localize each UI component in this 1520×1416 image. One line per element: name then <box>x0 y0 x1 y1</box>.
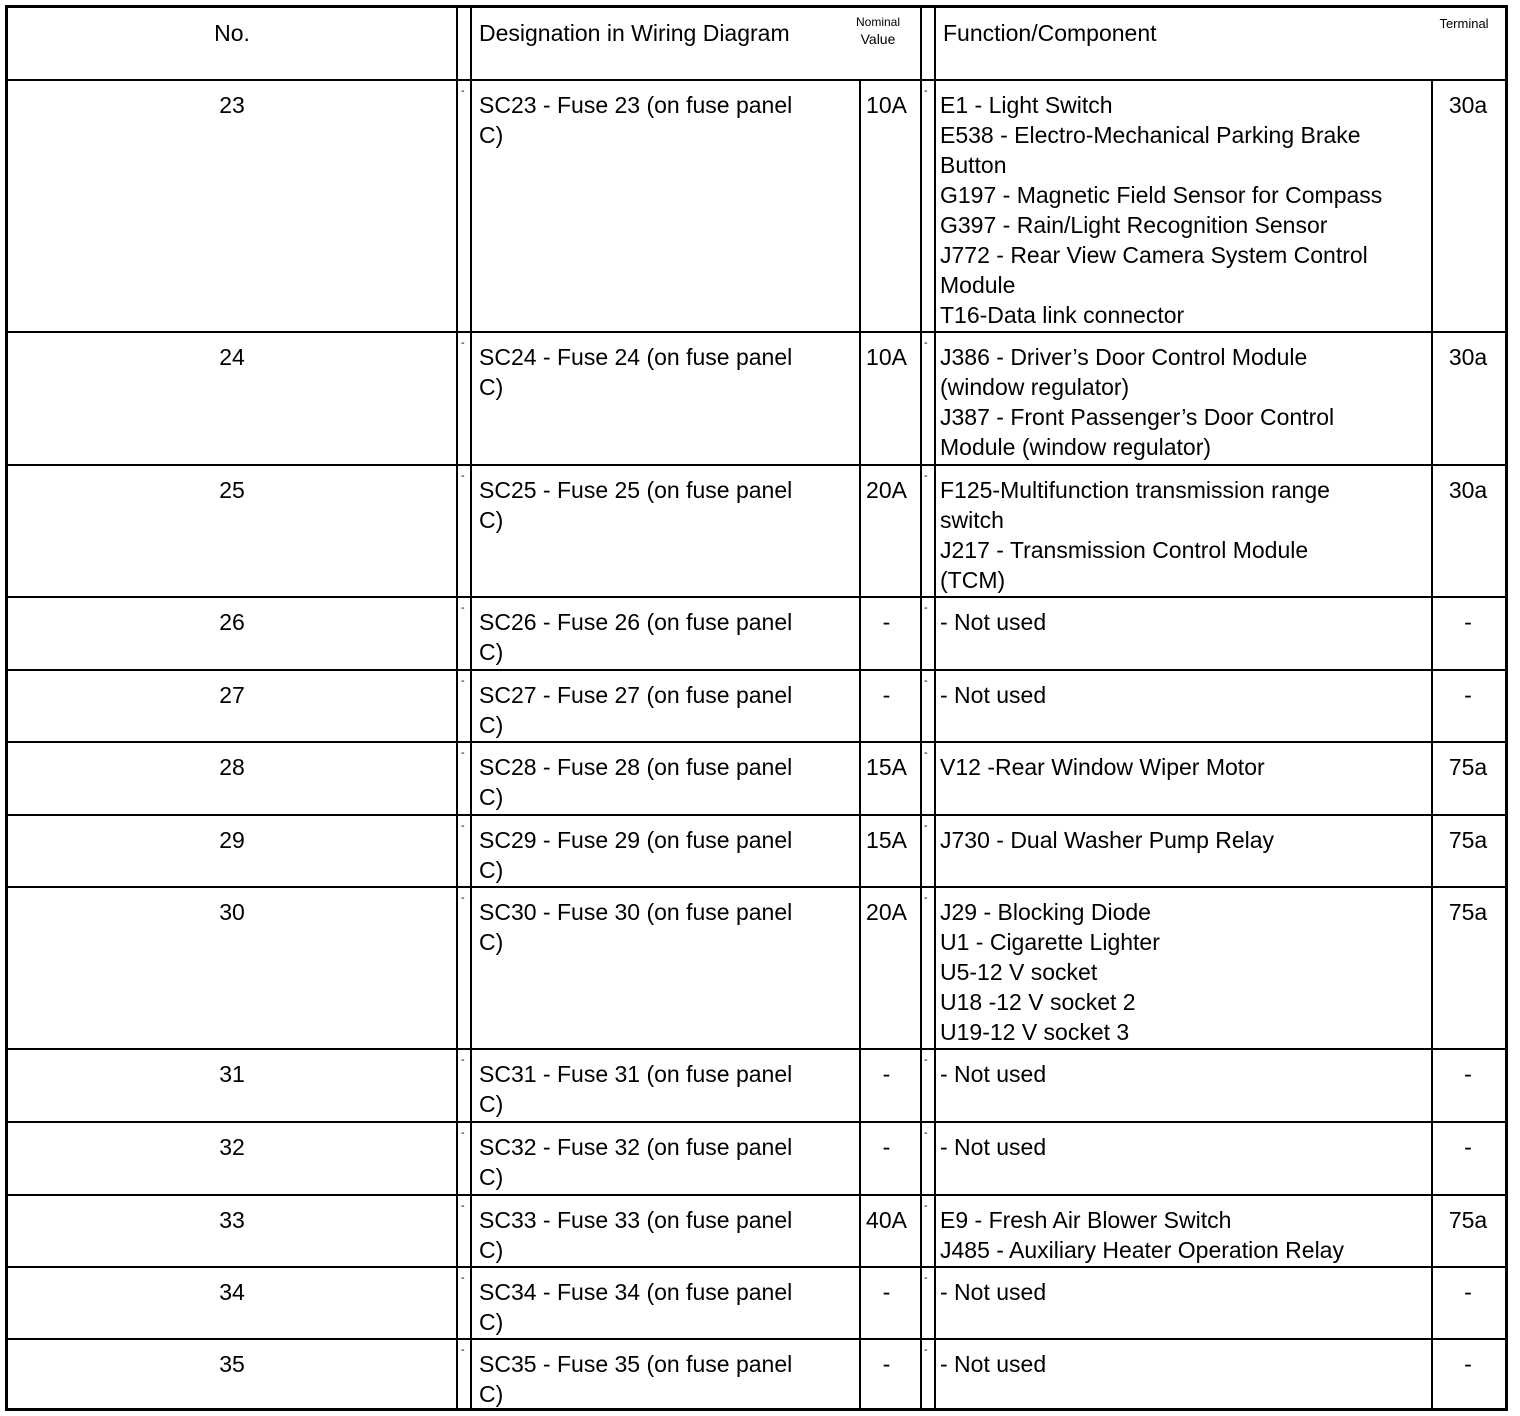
designation-line: C) <box>479 1164 504 1190</box>
designation-line: C) <box>479 1309 504 1335</box>
designation-line: SC32 - Fuse 32 (on fuse panel <box>479 1134 793 1160</box>
terminal: - <box>1464 609 1472 635</box>
nominal-value: - <box>882 1351 891 1377</box>
table-row <box>8 466 1505 596</box>
column-divider <box>470 743 472 814</box>
column-divider <box>470 333 472 464</box>
component-line: (window regulator) <box>940 374 1130 400</box>
gap-mark: - <box>461 1344 465 1356</box>
header-terminal: Terminal <box>1439 16 1489 31</box>
column-divider <box>456 466 458 596</box>
component-line: J730 - Dual Washer Pump Relay <box>940 827 1275 853</box>
gap-mark: - <box>461 337 465 349</box>
column-divider <box>470 1123 472 1194</box>
component-line: J772 - Rear View Camera System Control <box>940 242 1368 268</box>
designation-line: C) <box>479 784 504 810</box>
fuse-designation <box>475 816 859 886</box>
fuse-designation <box>475 1196 859 1266</box>
column-divider <box>470 1340 472 1411</box>
component-line: J485 - Auxiliary Heater Operation Relay <box>940 1237 1344 1263</box>
gap-mark: - <box>461 1200 465 1212</box>
fuse-number: 25 <box>219 477 245 503</box>
row-divider <box>8 1338 1505 1340</box>
function-component <box>936 888 1432 1048</box>
component-line: - Not used <box>940 1279 1047 1305</box>
component-line: Module (window regulator) <box>940 434 1212 460</box>
header-nominal-value <box>844 8 912 80</box>
component-line: J386 - Driver’s Door Control Module <box>940 344 1308 370</box>
column-divider <box>470 466 472 596</box>
component-line: F125-Multifunction transmission range <box>940 477 1330 503</box>
terminal: - <box>1464 1351 1472 1377</box>
designation-line: SC29 - Fuse 29 (on fuse panel <box>479 827 793 853</box>
gap-mark: - <box>924 675 928 687</box>
component-line: J29 - Blocking Diode <box>940 899 1151 925</box>
function-component <box>936 81 1432 331</box>
component-line: E538 - Electro-Mechanical Parking Brake <box>940 122 1361 148</box>
nominal-value: - <box>882 1134 891 1160</box>
column-divider <box>456 81 458 331</box>
column-divider <box>920 598 922 669</box>
designation-line: C) <box>479 1091 504 1117</box>
gap-mark: - <box>924 1344 928 1356</box>
column-divider <box>470 1268 472 1338</box>
column-divider <box>456 1268 458 1338</box>
nominal-value: 15A <box>866 827 907 853</box>
table-row <box>8 888 1505 1048</box>
designation-line: C) <box>479 122 504 148</box>
column-divider <box>470 8 472 80</box>
header-designation: Designation in Wiring Diagram <box>479 20 790 46</box>
terminal: - <box>1464 1061 1472 1087</box>
terminal: - <box>1464 1134 1472 1160</box>
component-line: V12 -Rear Window Wiper Motor <box>940 754 1265 780</box>
column-divider <box>470 888 472 1048</box>
table-header-row <box>8 8 1505 80</box>
function-component <box>936 598 1432 669</box>
column-divider <box>470 598 472 669</box>
designation-line: SC34 - Fuse 34 (on fuse panel <box>479 1279 793 1305</box>
nominal-value: 10A <box>866 344 907 370</box>
gap-mark: - <box>461 470 465 482</box>
header-no: No. <box>214 20 250 46</box>
gap-mark: - <box>924 892 928 904</box>
gap-mark: - <box>924 337 928 349</box>
fuse-number: 33 <box>219 1207 245 1233</box>
table-row <box>8 333 1505 464</box>
designation-line: C) <box>479 639 504 665</box>
column-divider <box>920 816 922 886</box>
gap-mark: - <box>924 1054 928 1066</box>
nominal-value: 15A <box>866 754 907 780</box>
terminal: 30a <box>1448 344 1488 370</box>
function-component <box>936 1268 1432 1338</box>
column-divider <box>456 1123 458 1194</box>
designation-line: SC35 - Fuse 35 (on fuse panel <box>479 1351 793 1377</box>
fuse-designation <box>475 1340 859 1411</box>
gap-mark: - <box>924 602 928 614</box>
component-line: - Not used <box>940 609 1047 635</box>
column-divider <box>920 466 922 596</box>
component-line: Module <box>940 272 1016 298</box>
fuse-designation <box>475 888 859 1048</box>
fuse-number: 28 <box>219 754 245 780</box>
table-row <box>8 1268 1505 1338</box>
fuse-designation <box>475 1268 859 1338</box>
terminal: - <box>1464 682 1472 708</box>
component-line: U19-12 V socket 3 <box>940 1019 1130 1045</box>
fuse-number: 35 <box>219 1351 245 1377</box>
gap-mark: - <box>461 820 465 832</box>
fuse-designation <box>475 1050 859 1121</box>
table-row <box>8 1123 1505 1194</box>
gap-mark: - <box>461 892 465 904</box>
row-divider <box>8 1194 1505 1196</box>
table-row <box>8 816 1505 886</box>
fuse-designation <box>475 333 859 464</box>
fuse-number: 24 <box>219 344 245 370</box>
table-row <box>8 743 1505 814</box>
header-nominal-line2: Value <box>860 31 896 47</box>
column-divider <box>456 333 458 464</box>
component-line: (TCM) <box>940 567 1006 593</box>
row-divider <box>8 814 1505 816</box>
function-component <box>936 1050 1432 1121</box>
terminal: 75a <box>1448 1207 1488 1233</box>
column-divider <box>456 671 458 741</box>
designation-line: SC24 - Fuse 24 (on fuse panel <box>479 344 793 370</box>
nominal-value: - <box>882 1061 891 1087</box>
row-divider <box>8 1266 1505 1268</box>
gap-mark: - <box>461 1054 465 1066</box>
gap-mark: - <box>461 1272 465 1284</box>
fuse-number: 26 <box>219 609 245 635</box>
fuse-number: 32 <box>219 1134 245 1160</box>
column-divider <box>920 1340 922 1411</box>
nominal-value: - <box>882 609 891 635</box>
row-divider <box>8 1121 1505 1123</box>
fuse-number: 31 <box>219 1061 245 1087</box>
fuse-designation <box>475 1123 859 1194</box>
gap-mark: - <box>924 747 928 759</box>
fuse-designation <box>475 743 859 814</box>
function-component <box>936 671 1432 741</box>
column-divider <box>920 1050 922 1121</box>
fuse-number: 27 <box>219 682 245 708</box>
component-line: - Not used <box>940 1061 1047 1087</box>
designation-line: SC33 - Fuse 33 (on fuse panel <box>479 1207 793 1233</box>
nominal-value: - <box>882 682 891 708</box>
component-line: - Not used <box>940 682 1047 708</box>
column-divider <box>456 1196 458 1266</box>
component-line: T16-Data link connector <box>940 302 1185 328</box>
function-component <box>936 1123 1432 1194</box>
component-line: E1 - Light Switch <box>940 92 1113 118</box>
function-component <box>936 743 1432 814</box>
column-divider <box>920 8 922 80</box>
fuse-number: 34 <box>219 1279 245 1305</box>
designation-line: C) <box>479 712 504 738</box>
designation-line: C) <box>479 374 504 400</box>
row-divider <box>8 596 1505 598</box>
column-divider <box>456 8 458 80</box>
function-component <box>936 1196 1432 1266</box>
terminal: 30a <box>1448 92 1488 118</box>
gap-mark: - <box>461 85 465 97</box>
column-divider <box>920 1123 922 1194</box>
header-nominal-line1: Nominal <box>855 15 900 29</box>
fuse-number: 30 <box>219 899 245 925</box>
table-row <box>8 1196 1505 1266</box>
gap-mark: - <box>924 1272 928 1284</box>
gap-mark: - <box>924 1127 928 1139</box>
gap-mark: - <box>924 1200 928 1212</box>
table-row <box>8 598 1505 669</box>
designation-line: C) <box>479 1381 504 1407</box>
terminal: 75a <box>1448 899 1488 925</box>
gap-mark: - <box>461 602 465 614</box>
table-row <box>8 1050 1505 1121</box>
gap-mark: - <box>924 85 928 97</box>
column-divider <box>470 1196 472 1266</box>
component-line: J217 - Transmission Control Module <box>940 537 1309 563</box>
function-component <box>936 466 1432 596</box>
header-function: Function/Component <box>943 20 1157 46</box>
row-divider <box>8 79 1505 81</box>
column-divider <box>920 333 922 464</box>
function-component <box>936 333 1432 464</box>
component-line: E9 - Fresh Air Blower Switch <box>940 1207 1232 1233</box>
column-divider <box>470 1050 472 1121</box>
component-line: switch <box>940 507 1004 533</box>
terminal: - <box>1464 1279 1472 1305</box>
column-divider <box>456 816 458 886</box>
fuse-number: 23 <box>219 92 245 118</box>
function-component <box>936 1340 1432 1411</box>
designation-line: SC23 - Fuse 23 (on fuse panel <box>479 92 793 118</box>
terminal: 30a <box>1448 477 1488 503</box>
component-line: U5-12 V socket <box>940 959 1098 985</box>
column-divider <box>456 1050 458 1121</box>
row-divider <box>8 464 1505 466</box>
gap-mark: - <box>461 1127 465 1139</box>
table-row <box>8 81 1505 331</box>
component-line: - Not used <box>940 1351 1047 1377</box>
designation-line: C) <box>479 507 504 533</box>
nominal-value: - <box>882 1279 891 1305</box>
nominal-value: 20A <box>866 899 907 925</box>
column-divider <box>920 81 922 331</box>
column-divider <box>470 81 472 331</box>
component-line: U1 - Cigarette Lighter <box>940 929 1160 955</box>
column-divider <box>456 743 458 814</box>
column-divider <box>920 1196 922 1266</box>
row-divider <box>8 741 1505 743</box>
table-row <box>8 671 1505 741</box>
gap-mark: - <box>461 675 465 687</box>
fuse-designation <box>475 598 859 669</box>
designation-line: SC27 - Fuse 27 (on fuse panel <box>479 682 793 708</box>
column-divider <box>920 671 922 741</box>
column-divider <box>920 1268 922 1338</box>
nominal-value: 40A <box>866 1207 907 1233</box>
component-line: U18 -12 V socket 2 <box>940 989 1136 1015</box>
column-divider <box>920 743 922 814</box>
fuse-designation <box>475 81 859 331</box>
designation-line: SC30 - Fuse 30 (on fuse panel <box>479 899 793 925</box>
gap-mark: - <box>924 820 928 832</box>
row-divider <box>8 886 1505 888</box>
row-divider <box>8 669 1505 671</box>
nominal-value: 10A <box>866 92 907 118</box>
designation-line: SC28 - Fuse 28 (on fuse panel <box>479 754 793 780</box>
table-row <box>8 1340 1505 1411</box>
column-divider <box>456 1340 458 1411</box>
component-line: G197 - Magnetic Field Sensor for Compass <box>940 182 1383 208</box>
designation-line: SC26 - Fuse 26 (on fuse panel <box>479 609 793 635</box>
terminal: 75a <box>1448 827 1488 853</box>
gap-mark: - <box>924 470 928 482</box>
row-divider <box>8 1048 1505 1050</box>
column-divider <box>456 598 458 669</box>
component-line: Button <box>940 152 1007 178</box>
fuse-designation <box>475 671 859 741</box>
nominal-value: 20A <box>866 477 907 503</box>
terminal: 75a <box>1448 754 1488 780</box>
function-component <box>936 816 1432 886</box>
column-divider <box>456 888 458 1048</box>
column-divider <box>470 816 472 886</box>
component-line: J387 - Front Passenger’s Door Control <box>940 404 1335 430</box>
designation-line: SC25 - Fuse 25 (on fuse panel <box>479 477 793 503</box>
designation-line: C) <box>479 1237 504 1263</box>
designation-line: SC31 - Fuse 31 (on fuse panel <box>479 1061 793 1087</box>
column-divider <box>920 888 922 1048</box>
component-line: G397 - Rain/Light Recognition Sensor <box>940 212 1328 238</box>
fuse-designation <box>475 466 859 596</box>
designation-line: C) <box>479 857 504 883</box>
fuse-number: 29 <box>219 827 245 853</box>
row-divider <box>8 331 1505 333</box>
designation-line: C) <box>479 929 504 955</box>
gap-mark: - <box>461 747 465 759</box>
component-line: - Not used <box>940 1134 1047 1160</box>
column-divider <box>934 8 936 80</box>
column-divider <box>470 671 472 741</box>
fuse-table <box>5 5 1508 1411</box>
